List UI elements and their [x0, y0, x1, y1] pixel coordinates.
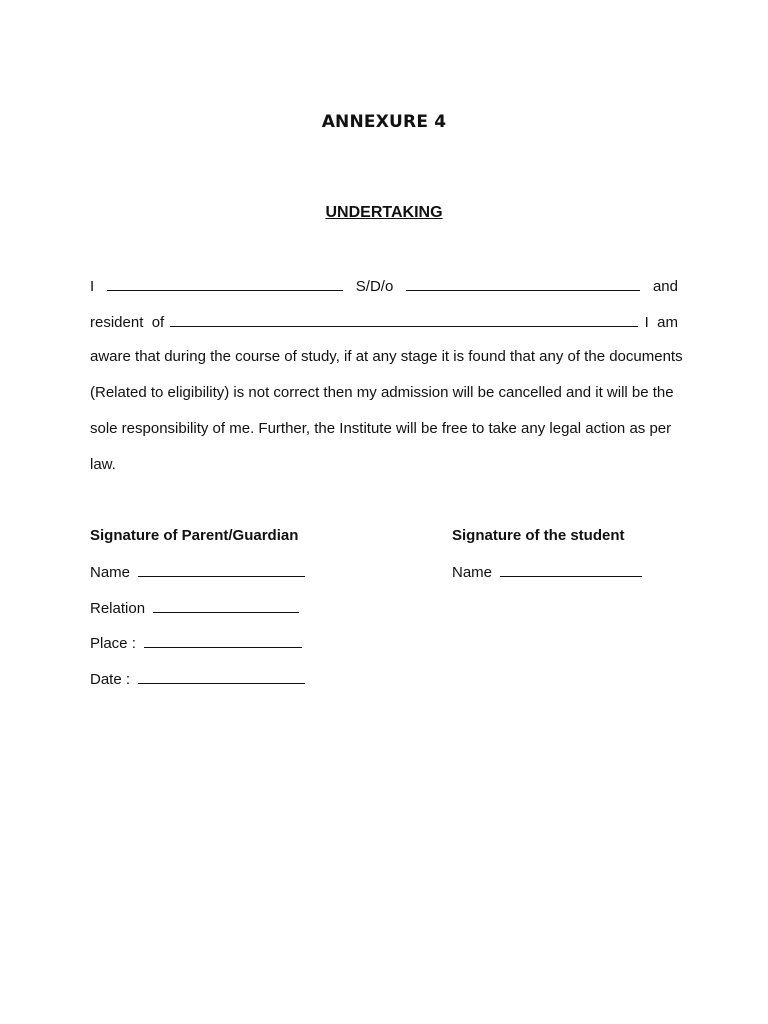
statement-line-3: aware that during the course of study, if at any stage it is found that any of the documents [90, 348, 683, 365]
statement-i-am-label: I am [644, 314, 678, 331]
statement-line-6: law. [90, 456, 116, 473]
statement-sdo-label: S/D/o [355, 278, 394, 295]
address-blank[interactable] [170, 312, 638, 327]
student-name-field[interactable] [500, 562, 642, 577]
statement-line-2 [90, 312, 678, 332]
parent-name-row [90, 562, 305, 582]
statement-i-label: I [90, 278, 95, 295]
parent-signature-heading: Signature of Parent/Guardian [90, 527, 299, 544]
undertaking-title: UNDERTAKING [325, 204, 443, 221]
statement-and-label: and [652, 278, 678, 295]
parent-relation-field[interactable] [153, 598, 299, 613]
statement-resident-label: resident of [90, 314, 165, 331]
parent-date-label: Date : [90, 671, 131, 688]
parent-name-field[interactable] [138, 562, 305, 577]
statement-line-1 [90, 276, 678, 296]
parent-place-field[interactable] [144, 633, 302, 648]
name-blank[interactable] [107, 276, 343, 291]
parent-place-label: Place : [90, 635, 136, 652]
student-name-label: Name [452, 564, 493, 581]
statement-line-4: (Related to eligibility) is not correct then my admission will be cancelled and it will be the [90, 384, 674, 401]
parent-name-blank[interactable] [406, 276, 640, 291]
statement-line-5: sole responsibility of me. Further, the Institute will be free to take any legal action as per [90, 420, 672, 437]
parent-name-label: Name [90, 564, 131, 581]
parent-relation-label: Relation [90, 600, 146, 617]
student-signature-heading: Signature of the student [452, 527, 625, 544]
parent-place-row [90, 633, 302, 653]
parent-date-field[interactable] [138, 669, 305, 684]
parent-relation-row [90, 598, 299, 618]
student-name-row [452, 562, 642, 582]
parent-date-row [90, 669, 305, 689]
annexure-heading: ANNEXURE 4 [321, 112, 447, 132]
